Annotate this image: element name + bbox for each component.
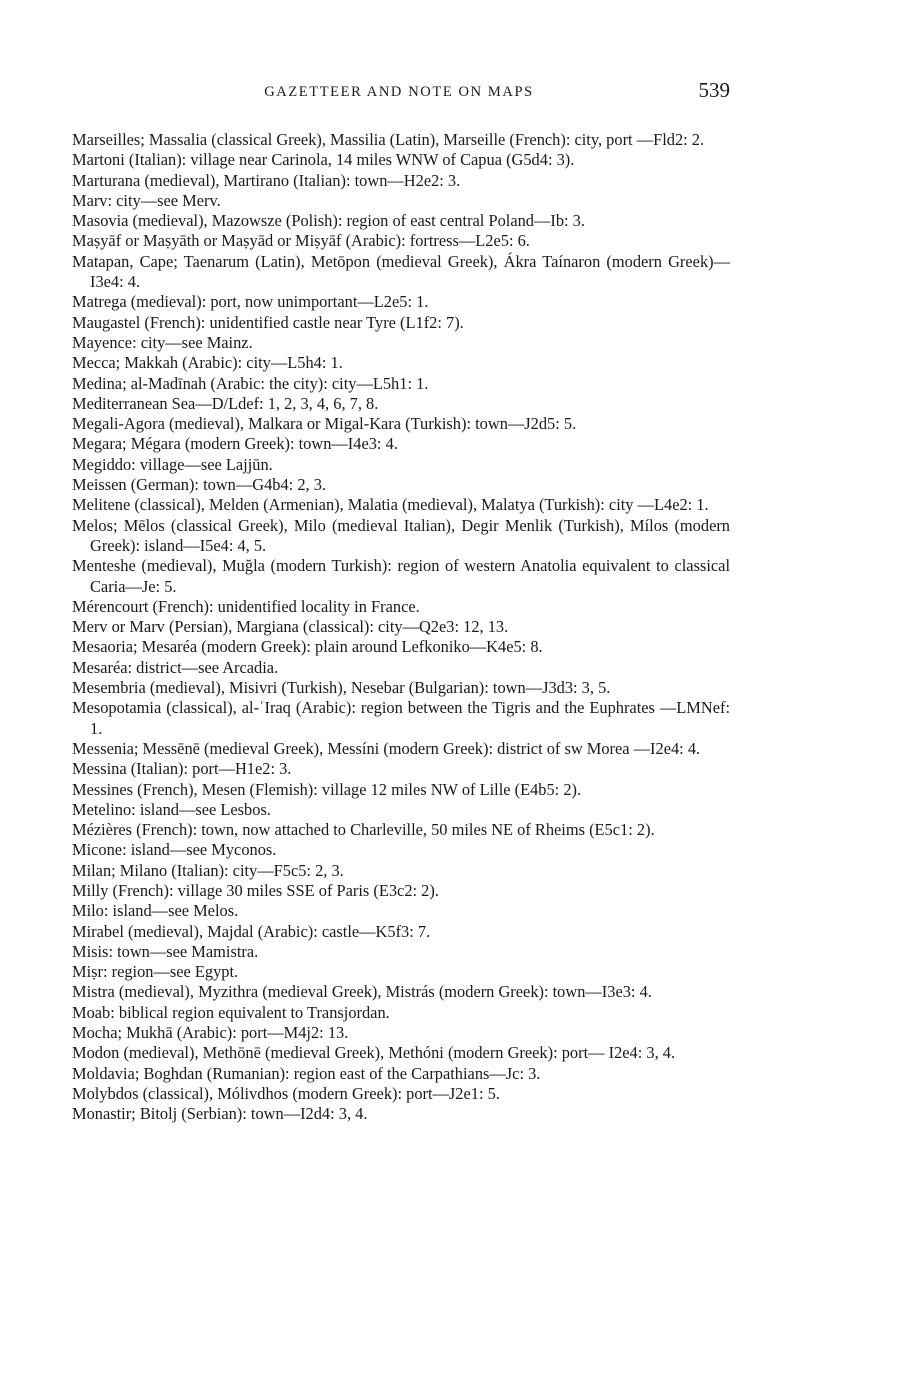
- gazetteer-entry: Marv: city—see Merv.: [72, 190, 221, 210]
- page-number: 539: [698, 78, 730, 102]
- gazetteer-entry: Moldavia; Boghdan (Rumanian): region east of the Carpathians—Jc: 3.: [72, 1063, 541, 1083]
- gazetteer-entry: Moab: biblical region equivalent to Transjordan.: [72, 1002, 390, 1022]
- gazetteer-entry: Masovia (medieval), Mazowsze (Polish): region of east central Poland—Ib: 3.: [72, 211, 585, 231]
- gazetteer-entry: Milly (French): village 30 miles SSE of Paris (E3c2: 2).: [72, 880, 439, 900]
- gazetteer-entry: Mérencourt (French): unidentified locality in France.: [72, 596, 420, 616]
- running-head: GAZETTEER AND NOTE ON MAPS: [264, 84, 534, 100]
- gazetteer-entry: Mocha; Mukhā (Arabic): port—M4j2: 13.: [72, 1023, 349, 1043]
- gazetteer-entry: Mézières (French): town, now attached to Charleville, 50 miles NE of Rheims (E5c1: 2).: [72, 820, 655, 840]
- gazetteer-entry: Matrega (medieval): port, now unimportant—L2e5: 1.: [72, 292, 429, 312]
- gazetteer-entry: Matapan, Cape; Taenarum (Latin), Metōpon (medieval Greek), Ákra Taínaron (modern Greek)—I3e4: 4.: [72, 251, 730, 292]
- gazetteer-entry: Mesaréa: district—see Arcadia.: [72, 657, 279, 677]
- gazetteer-entry: Megiddo: village—see Lajjūn.: [72, 454, 273, 474]
- gazetteer-entry: Maṣyāf or Maṣyāth or Maṣyād or Miṣyāf (Arabic): fortress—L2e5: 6.: [72, 231, 530, 251]
- gazetteer-entry: Marturana (medieval), Martirano (Italian): town—H2e2: 3.: [72, 170, 461, 190]
- gazetteer-entry: Mayence: city—see Mainz.: [72, 332, 253, 352]
- gazetteer-entry: Metelino: island—see Lesbos.: [72, 799, 271, 819]
- gazetteer-entry: Melitene (classical), Melden (Armenian), Malatia (medieval), Malatya (Turkish): city —L4e2: 1.: [72, 495, 709, 515]
- gazetteer-entry: Milo: island—see Melos.: [72, 901, 239, 921]
- gazetteer-entry: Misis: town—see Mamistra.: [72, 941, 259, 961]
- gazetteer-entry: Micone: island—see Myconos.: [72, 840, 277, 860]
- gazetteer-entry: Marseilles; Massalia (classical Greek), Massilia (Latin), Marseille (French): city, port —Fld2: 2.: [72, 130, 705, 149]
- gazetteer-entry: Megara; Mégara (modern Greek): town—I4e3: 4.: [72, 434, 398, 454]
- gazetteer-entry: Melos; Mēlos (classical Greek), Milo (medieval Italian), Degir Menlik (Turkish), Mílos (modern Greek): island—I5e4: 4, 5.: [72, 515, 730, 555]
- gazetteer-entry: Messina (Italian): port—H1e2: 3.: [72, 759, 292, 779]
- gazetteer-entry: Messenia; Messēnē (medieval Greek), Messíni (modern Greek): district of sw Morea —I2e4: 4.: [72, 738, 701, 758]
- gazetteer-entry: Menteshe (medieval), Muğla (modern Turkish): region of western Anatolia equivalent to classical Caria—Je: 5.: [72, 556, 730, 596]
- gazetteer-entry: Meissen (German): town—G4b4: 2, 3.: [72, 475, 327, 495]
- gazetteer-entry: Miṣr: region—see Egypt.: [72, 962, 239, 982]
- gazetteer-entry: Merv or Marv (Persian), Margiana (classical): city—Q2e3: 12, 13.: [72, 617, 509, 637]
- gazetteer-entry: Mesaoria; Mesaréa (modern Greek): plain around Lefkoniko—K4e5: 8.: [72, 637, 543, 657]
- gazetteer-entry: Mesopotamia (classical), al-ʿIraq (Arabic): region between the Tigris and the Euphrates —LMNef: 1.: [72, 698, 730, 738]
- gazetteer-entry: Mediterranean Sea—D/Ldef: 1, 2, 3, 4, 6, 7, 8.: [72, 393, 379, 413]
- gazetteer-entry: Mistra (medieval), Myzithra (medieval Greek), Mistrás (modern Greek): town—I3e3: 4.: [72, 982, 652, 1002]
- gazetteer-entry: Mecca; Makkah (Arabic): city—L5h4: 1.: [72, 353, 343, 373]
- gazetteer-entry: Modon (medieval), Methōnē (medieval Greek), Methóni (modern Greek): port— I2e4: 3, 4.: [72, 1043, 676, 1063]
- gazetteer-entry: Monastir; Bitolj (Serbian): town—I2d4: 3, 4.: [72, 1104, 368, 1124]
- gazetteer-entry: Molybdos (classical), Mólivdhos (modern Greek): port—J2e1: 5.: [72, 1083, 500, 1103]
- page-header: [68, 78, 730, 106]
- gazetteer-entry: Mirabel (medieval), Majdal (Arabic): castle—K5f3: 7.: [72, 921, 431, 941]
- gazetteer-entry-list: [72, 130, 730, 1125]
- gazetteer-entry: Messines (French), Mesen (Flemish): village 12 miles NW of Lille (E4b5: 2).: [72, 779, 582, 799]
- gazetteer-entry: Megali-Agora (medieval), Malkara or Migal-Kara (Turkish): town—J2d5: 5.: [72, 414, 577, 434]
- gazetteer-entry: Milan; Milano (Italian): city—F5c5: 2, 3.: [72, 860, 344, 880]
- gazetteer-entry: Medina; al-Madīnah (Arabic: the city): city—L5h1: 1.: [72, 373, 429, 393]
- gazetteer-entry: Mesembria (medieval), Misivri (Turkish), Nesebar (Bulgarian): town—J3d3: 3, 5.: [72, 678, 611, 698]
- gazetteer-entry: Martoni (Italian): village near Carinola, 14 miles WNW of Capua (G5d4: 3).: [72, 150, 575, 170]
- gazetteer-entry: Maugastel (French): unidentified castle near Tyre (L1f2: 7).: [72, 312, 464, 332]
